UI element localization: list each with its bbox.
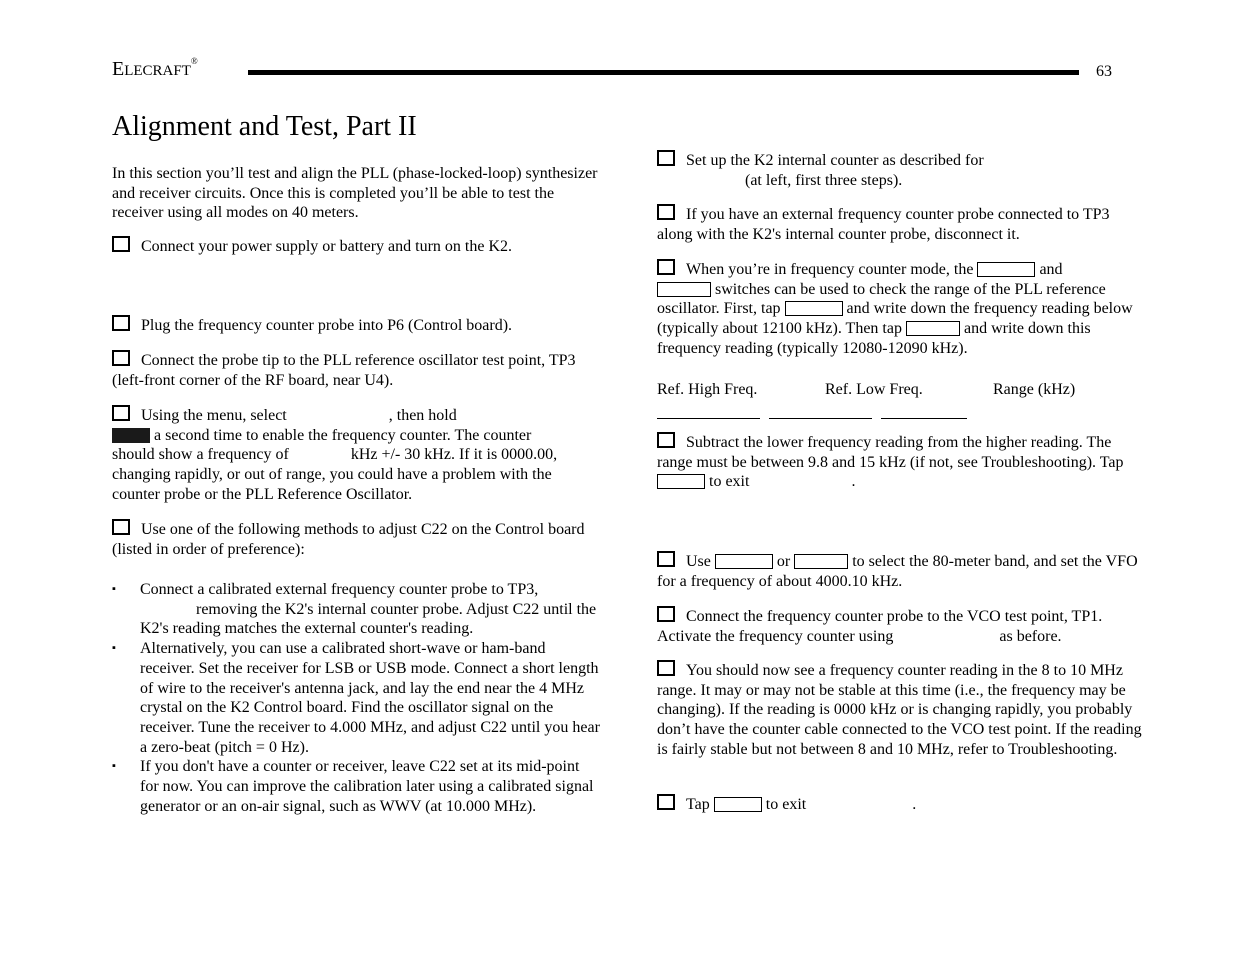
right-step-tap-exit — [657, 794, 1147, 815]
left-step-adjust-c22-text: Use one of the following methods to adjust C22 on the Control board (listed in order of preference): — [112, 521, 585, 558]
key-button[interactable] — [112, 428, 150, 443]
checkbox-icon[interactable] — [112, 519, 130, 535]
right-step-counter-mode-text-d: and write down the frequency reading below (typically about 12100 kHz). Then tap — [657, 300, 1133, 338]
brand-initial: E — [112, 58, 125, 80]
key-button[interactable] — [794, 554, 848, 569]
right-step-select-band-text-c: to select the 80-meter band, and set the VFO for a frequency of about 4000.10 kHz. — [657, 553, 1138, 590]
brand-rest: LECRAFT — [124, 63, 191, 79]
freq-table-header-high: Ref. High Freq. — [657, 381, 758, 398]
bullet-icon: ▪ — [112, 583, 116, 595]
method-1-text-a: Connect a calibrated external frequency counter probe to TP3, — [140, 581, 539, 598]
right-step-counter-mode-text-e: and write down this frequency reading (typically 12080-12090 kHz). — [657, 320, 1091, 357]
checkbox-icon[interactable] — [112, 350, 130, 366]
right-step-setup-text-a: Set up the K2 internal counter as described for — [686, 152, 984, 169]
freq-table-header-low: Ref. Low Freq. — [825, 381, 923, 398]
right-step-subtract-text-b: to exit — [709, 473, 750, 491]
range-blank-line — [881, 417, 967, 419]
header-rule — [248, 70, 1079, 75]
key-button[interactable] — [715, 554, 773, 569]
right-step-setup-counter — [657, 150, 1147, 190]
left-step-menu-text-a: Using the menu, select — [141, 407, 287, 424]
bullet-icon: ▪ — [112, 760, 116, 773]
registered-mark: ® — [190, 56, 198, 66]
checkbox-icon[interactable] — [657, 551, 675, 567]
checkbox-icon[interactable] — [657, 259, 675, 275]
key-button[interactable] — [785, 301, 843, 316]
checkbox-icon[interactable] — [657, 660, 675, 676]
checkbox-icon[interactable] — [657, 150, 675, 166]
method-list — [112, 580, 602, 816]
page-number: 63 — [1096, 63, 1112, 80]
intro-paragraph: In this section you’ll test and align the PLL (phase-locked-loop) synthesizer and receiver circuits. Once this is completed you’ll be able to test the receiver using all modes on 40 meters. — [112, 165, 598, 222]
method-2-text: Alternatively, you can use a calibrated short-wave or ham-band receiver. Set the receiver for LSB or USB mode. Connect a short length of wire to the receiver's antenna jack, and lay the end near the 4 MHz crystal on the K2 Control board. Find the oscillator signal on the receiver. Tune the receiver to 4.000 MHz, and adjust C22 until you hear a zero-beat (pitch = 0 Hz). — [140, 640, 600, 756]
right-step-tap-exit-text-c: . — [912, 796, 917, 813]
left-step-menu-text-b: , then hold — [388, 407, 457, 424]
checkbox-icon[interactable] — [657, 204, 675, 220]
checkbox-icon[interactable] — [657, 794, 675, 810]
freq-table-header-range: Range (kHz) — [993, 381, 1076, 398]
right-step-disconnect — [657, 204, 1147, 244]
checkbox-icon[interactable] — [112, 236, 130, 252]
right-step-setup-text-b: (at left, first three steps). — [745, 171, 903, 189]
method-1-text-b: removing the K2's internal counter probe. Adjust C22 until the K2's reading matches the external counter's reading. — [140, 600, 597, 638]
list-item — [112, 580, 602, 639]
key-button[interactable] — [906, 321, 960, 336]
page-title: Alignment and Test, Part II — [112, 111, 417, 142]
right-step-vco-probe-text-b: as before. — [999, 627, 1062, 645]
left-step-plug-probe-text: Plug the frequency counter probe into P6 (Control board). — [141, 317, 513, 334]
right-step-select-band-text-b: or — [776, 553, 791, 570]
left-step-probe-tip — [112, 350, 602, 390]
right-step-subtract-text-c: . — [851, 473, 856, 491]
brand-logo — [112, 58, 198, 81]
left-step-adjust-c22 — [112, 519, 602, 559]
method-3-text: If you don't have a counter or receiver, leave C22 set at its mid-point for now. You can improve the calibration later using a calibrated signal generator or an on-air signal, such as WWV (at 10.000 MHz). — [140, 758, 594, 815]
high-freq-blank-line — [657, 417, 760, 419]
left-step-menu-text-d: should show a frequency of — [112, 446, 289, 464]
checkbox-icon[interactable] — [112, 315, 130, 331]
right-step-counter-mode — [657, 259, 1147, 359]
right-step-vco-probe — [657, 606, 1147, 646]
low-freq-blank-line — [769, 417, 872, 419]
right-step-counter-mode-text-b: and — [1039, 261, 1063, 278]
right-step-vco-probe-text-a: Connect the frequency counter probe to the VCO test point, TP1. Activate the frequency counter using — [657, 608, 1103, 645]
right-step-subtract-text-a: Subtract the lower frequency reading from the higher reading. The range must be between 9.8 and 15 kHz (if not, see Troubleshooting). Tap — [657, 434, 1124, 471]
list-item — [112, 639, 602, 757]
checkbox-icon[interactable] — [112, 405, 130, 421]
right-step-tap-exit-text-b: to exit — [765, 796, 807, 813]
right-step-subtract — [657, 432, 1147, 492]
left-step-power-text: Connect your power supply or battery and turn on the K2. — [141, 238, 513, 255]
key-button[interactable] — [714, 797, 762, 812]
key-button[interactable] — [657, 282, 711, 297]
checkbox-icon[interactable] — [657, 606, 675, 622]
right-step-reading — [657, 660, 1147, 760]
left-step-menu-text-e: kHz +/- 30 kHz. If it is 0000.00, changing rapidly, or out of range, you could have a problem with the counter probe or the PLL Reference Oscillator. — [112, 446, 558, 503]
list-item — [112, 757, 602, 816]
bullet-icon: ▪ — [112, 642, 116, 655]
key-button[interactable] — [977, 262, 1035, 277]
right-step-counter-mode-text-a: When you’re in frequency counter mode, the — [686, 261, 974, 278]
right-step-tap-exit-text-a: Tap — [686, 796, 710, 813]
checkbox-icon[interactable] — [657, 432, 675, 448]
left-step-menu — [112, 405, 602, 505]
left-step-probe-tip-text: Connect the probe tip to the PLL reference oscillator test point, TP3 (left-front corner of the RF board, near U4). — [112, 352, 576, 389]
right-step-select-band-text-a: Use — [686, 553, 711, 570]
left-step-menu-text-c: a second time to enable the frequency counter. The counter — [154, 426, 532, 444]
right-step-counter-mode-text-c: switches can be used to check the range of the PLL reference oscillator. First, tap — [657, 280, 1106, 318]
right-step-reading-text: You should now see a frequency counter reading in the 8 to 10 MHz range. It may or may not be stable at this time (i.e., the frequency may be changing). If the reading is 0000 kHz or is changing rapidly, you probably don’t have the counter cable connected to the VCO test point. If the reading is fairly stable but not between 8 and 10 MHz, refer to Troubleshooting. — [657, 662, 1142, 758]
key-button[interactable] — [657, 474, 705, 489]
left-step-plug-probe — [112, 315, 602, 336]
right-step-select-band — [657, 551, 1147, 591]
left-step-power — [112, 236, 602, 257]
right-step-disconnect-text: If you have an external frequency counter probe connected to TP3 along with the K2's internal counter probe, disconnect it. — [657, 206, 1110, 243]
